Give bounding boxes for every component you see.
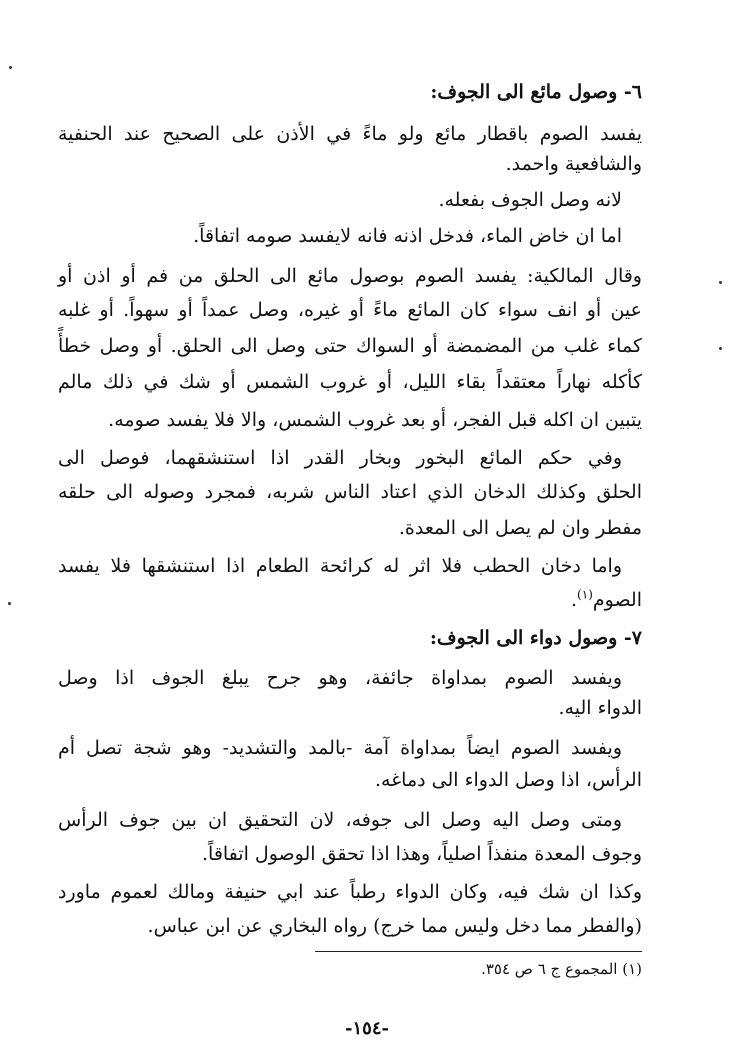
- margin-speck: [719, 281, 722, 284]
- text-line: ومتى وصل اليه وصل الى جوفه، لان التحقيق ان بين جوف الرأس: [58, 809, 622, 831]
- footnote-reference: (١): [577, 587, 593, 602]
- footnote-divider: [315, 951, 642, 952]
- text-line: اما ان خاض الماء، فدخل اذنه فانه لايفسد صومه اتفاقاً.: [193, 225, 622, 247]
- text-line: يتبين ان اكله قبل الفجر، أو بعد غروب الشمس، والا فلا يفسد صومه.: [108, 409, 642, 431]
- text-line: وفي حكم المائع البخور وبخار القدر اذا استنشقهما، فوصل الى: [58, 447, 622, 469]
- margin-speck: [719, 347, 722, 350]
- footnote: (١) المجموع ج ٦ ص ٣٥٤.: [481, 960, 642, 978]
- page-number: -١٥٤-: [345, 1018, 389, 1039]
- text-line: الحلق وكذلك الدخان الذي اعتاد الناس شربه، فمجرد وصوله الى حلقه: [58, 481, 642, 503]
- text-line: يفسد الصوم باقطار مائع ولو ماءً في الأذن على الصحيح عند الحنفية: [58, 123, 642, 145]
- text-line: لانه وصل الجوف بفعله.: [438, 189, 622, 211]
- text-line: واما دخان الحطب فلا اثر له كرائحة الطعام اذا استنشقها فلا يفسد: [58, 555, 622, 577]
- text-line: وقال المالكية: يفسد الصوم بوصول مائع الى الحلق من فم أو اذن أو: [58, 265, 642, 287]
- margin-speck: [9, 66, 12, 69]
- text-line: عين أو انف سواء كان المائع ماءً أو غيره، وصل عمداً أو سهواً. أو غلبه: [58, 299, 642, 321]
- text-line: كماء غلب من المضمضة أو السواك حتى وصل الى الحلق. أو وصل خطأً: [58, 335, 642, 357]
- margin-speck: [8, 602, 11, 605]
- text-line: كأكله نهاراً معتقداً بقاء الليل، أو غروب الشمس أو شك في ذلك مالم: [58, 371, 642, 393]
- text-line-with-footnote: الصوم$^{(١)}$.: [571, 587, 642, 611]
- text-line: والشافعية واحمد.: [505, 153, 642, 175]
- text-line: الرأس، اذا وصل الدواء الى دماغه.: [375, 769, 642, 791]
- text-line: الدواء اليه.: [558, 697, 642, 719]
- section-7-heading: ٧- وصول دواء الى الجوف:: [429, 627, 642, 649]
- text-fragment: الصوم: [592, 589, 642, 611]
- section-6-heading: ٦- وصول مائع الى الجوف:: [430, 81, 642, 103]
- text-line: (والفطر مما دخل وليس مما خرج) رواه البخاري عن ابن عباس.: [147, 915, 642, 937]
- text-line: مفطر وان لم يصل الى المعدة.: [398, 517, 642, 539]
- text-line: ويفسد الصوم بمداواة جائفة، وهو جرح يبلغ الجوف اذا وصل: [58, 667, 622, 689]
- text-line: وكذا ان شك فيه، وكان الدواء رطباً عند ابي حنيفة ومالك لعموم ماورد: [58, 881, 642, 903]
- text-line: ويفسد الصوم ايضاً بمداواة آمة -بالمد والتشديد- وهو شجة تصل أم: [58, 737, 622, 759]
- text-line: وجوف المعدة منفذاً اصلياً، وهذا اذا تحقق الوصول اتفاقاً.: [201, 843, 642, 865]
